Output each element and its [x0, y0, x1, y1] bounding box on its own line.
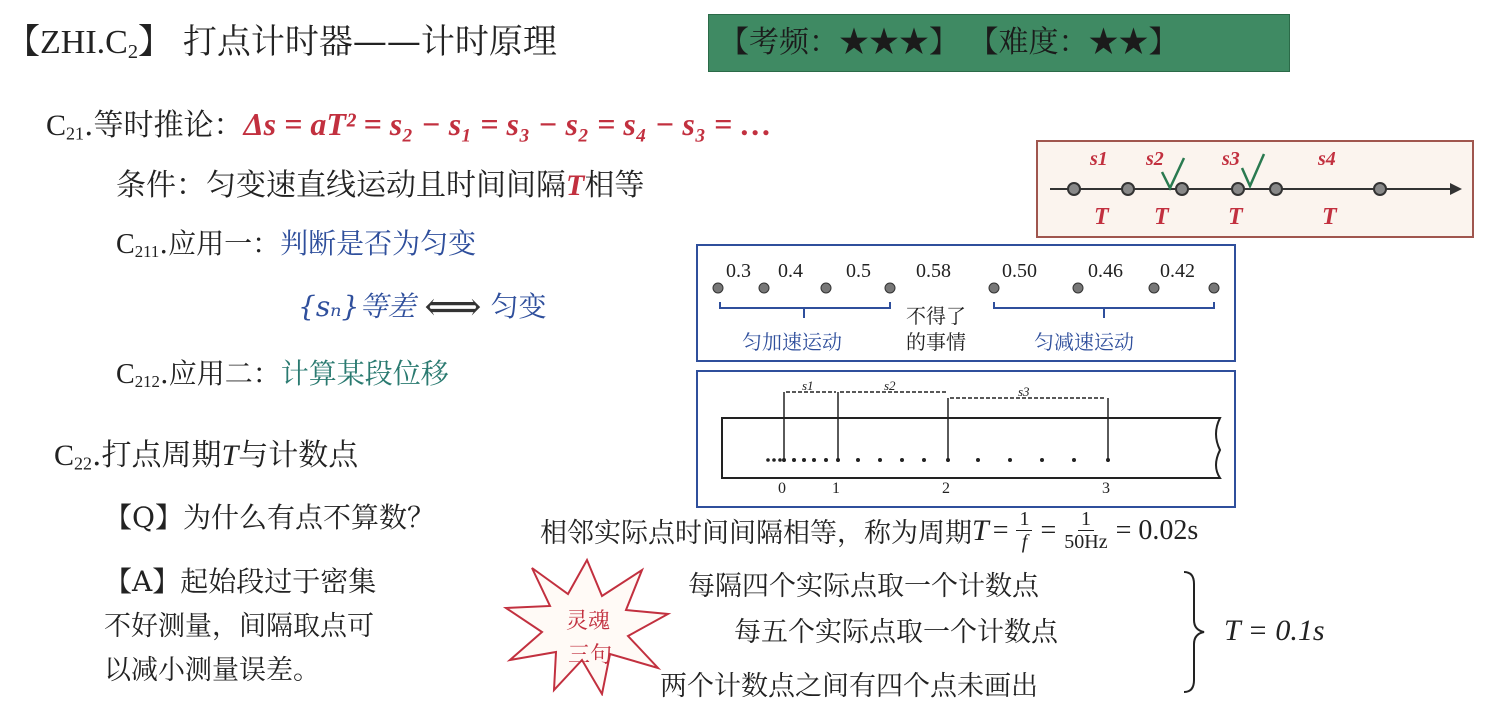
tape-T1: T: [1094, 204, 1109, 230]
mid-label-2: 的事情: [906, 330, 966, 354]
decel-brace: [994, 302, 1214, 318]
page-title: [6, 14, 557, 64]
check-icon: [1242, 154, 1264, 186]
c21-label-main: C: [46, 109, 67, 142]
tape-dots: [766, 458, 1110, 462]
tape-dot: [1122, 183, 1134, 195]
c22-label-text: .打点周期: [92, 438, 222, 473]
frequency-difficulty-badge: [708, 14, 1290, 72]
c212-text: 计算某段位移: [280, 357, 449, 390]
c211-result: 匀变: [490, 290, 547, 323]
c22-label-sub: 22: [74, 453, 93, 474]
frac-den: f: [1021, 531, 1028, 553]
q-text: 为什么有点不算数？: [182, 501, 435, 534]
tape-dot: [1176, 183, 1188, 195]
frac-den: 50Hz: [1064, 531, 1108, 553]
c211-text: 判断是否为匀变: [280, 227, 477, 260]
q-tag: 【Q】: [104, 501, 183, 534]
tape-s4: s4: [1318, 148, 1336, 170]
c212-label-text: .应用二：: [159, 357, 281, 390]
values-figure: [696, 244, 1236, 362]
ticker-point-3: 3: [1102, 480, 1110, 497]
condition-T: T: [566, 169, 585, 202]
answer-line-1: [104, 560, 376, 600]
frac-num: 1: [1078, 508, 1094, 531]
fraction-1-over-f: [1016, 508, 1032, 553]
double-arrow-icon: ⟺: [424, 284, 482, 330]
value-dot: [713, 283, 723, 293]
c22-T: T: [221, 439, 239, 472]
condition-prefix: 条件：匀变速直线运动且时间间隔: [116, 168, 566, 203]
tape-s3: s3: [1222, 148, 1240, 170]
ticker-point-1: 1: [832, 480, 840, 497]
value-1: 0.4: [778, 260, 803, 282]
c22-heading: $C_{22}$.打点周期T与计数点: [54, 438, 359, 474]
value-dot: [1073, 283, 1083, 293]
a-tag: 【A】: [104, 565, 181, 598]
c21-heading: [46, 100, 772, 145]
tape-figure: [1036, 140, 1474, 238]
tape-dot: [1270, 183, 1282, 195]
soul-badge-line2: 三句: [568, 643, 613, 668]
soul-result: [1224, 614, 1325, 648]
title-code-sub: 2: [127, 41, 139, 64]
value-4: 0.50: [1002, 260, 1037, 282]
c211-label-sub: 211: [134, 242, 160, 262]
accel-label: 匀加速运动: [742, 330, 842, 354]
period-eq: =: [992, 514, 1009, 546]
right-brace-icon: [1178, 568, 1218, 696]
ticker-s1: s1: [802, 378, 814, 393]
value-5: 0.46: [1088, 260, 1123, 282]
c21-formula: Δs = aT² = s₂ − s₁ = s₃ − s₂ = s₄ − s₃ = …: [243, 106, 773, 142]
tape-T2: T: [1154, 204, 1169, 230]
c212-heading: $C_{212}$.应用二：计算某段位移: [116, 357, 449, 392]
tape-s2: s2: [1146, 148, 1164, 170]
answer-line-3: 以减小测量误差。: [104, 655, 320, 686]
c211-label-text: .应用一：: [159, 227, 281, 260]
a-text-1: 起始段过于密集: [180, 565, 377, 598]
question: [104, 496, 435, 536]
answer-line-2: 不好测量，间隔取点可: [104, 611, 374, 642]
frequency-label: 【考频：★★★】: [719, 25, 959, 60]
title-bracket-left: 【: [6, 24, 40, 61]
decel-label: 匀减速运动: [1034, 330, 1134, 354]
value-2: 0.5: [846, 260, 871, 282]
ticker-s2: s2: [884, 378, 896, 393]
value-6: 0.42: [1160, 260, 1195, 282]
title-code: ZHI.C: [40, 24, 128, 61]
value-dot: [989, 283, 999, 293]
soul-result-text: T = 0.1s: [1224, 614, 1325, 647]
period-result: = 0.02s: [1115, 514, 1199, 546]
soul-line-3: 两个计数点之间有四个点未画出: [660, 671, 1038, 702]
fraction-1-over-50hz: [1064, 508, 1107, 553]
tape-dot: [1068, 183, 1080, 195]
tape-s1: s1: [1090, 148, 1108, 170]
c211-heading: $C_{211}$.应用一：判断是否为匀变: [116, 227, 477, 262]
ticker-point-2: 2: [942, 480, 950, 497]
tape-strip: [722, 418, 1220, 478]
c211-relation: [298, 284, 547, 330]
value-3: 0.58: [916, 260, 951, 282]
soul-line-1: 每隔四个实际点取一个计数点: [688, 571, 1039, 602]
c212-label-sub: 212: [134, 372, 160, 392]
c211-seq: {sₙ}等差: [298, 290, 416, 323]
value-dot: [821, 283, 831, 293]
difficulty-label: 【难度：★★】: [968, 25, 1179, 60]
mid-label-1: 不得了: [906, 304, 966, 328]
tape-T4: T: [1322, 204, 1337, 230]
soul-line-2: 每五个实际点取一个计数点: [734, 617, 1058, 648]
tape-dot: [1232, 183, 1244, 195]
soul-badge-line1: 灵魂: [566, 609, 611, 634]
condition-suffix: 相等: [584, 168, 645, 203]
tape-arrow-icon: [1450, 183, 1462, 195]
c21-condition: [116, 160, 644, 204]
value-dot: [759, 283, 769, 293]
c22-suffix: 与计数点: [238, 438, 359, 473]
period-line: 相邻实际点时间间隔相等，称为周期 T = $\frac{1}{f}$ = $\frac{1}{50Hz}$ = 0.02s: [540, 508, 1199, 553]
value-0: 0.3: [726, 260, 751, 282]
value-dot: [1149, 283, 1159, 293]
ticker-s3: s3: [1018, 384, 1030, 399]
ticker-figure: [696, 370, 1236, 508]
period-T: T: [972, 513, 989, 547]
value-dot: [885, 283, 895, 293]
value-dot: [1209, 283, 1219, 293]
title-bracket-right: 】: [138, 24, 173, 61]
ticker-point-0: 0: [778, 480, 786, 497]
period-text: 相邻实际点时间间隔相等，称为周期: [540, 518, 972, 549]
tape-dot: [1374, 183, 1386, 195]
tape-T3: T: [1228, 204, 1243, 230]
c21-label-sub: 21: [66, 123, 85, 144]
frac-num: 1: [1016, 508, 1032, 531]
accel-brace: [720, 302, 890, 318]
title-text: 打点计时器——计时原理: [182, 22, 557, 62]
c21-label-text: .等时推论：: [84, 108, 244, 143]
